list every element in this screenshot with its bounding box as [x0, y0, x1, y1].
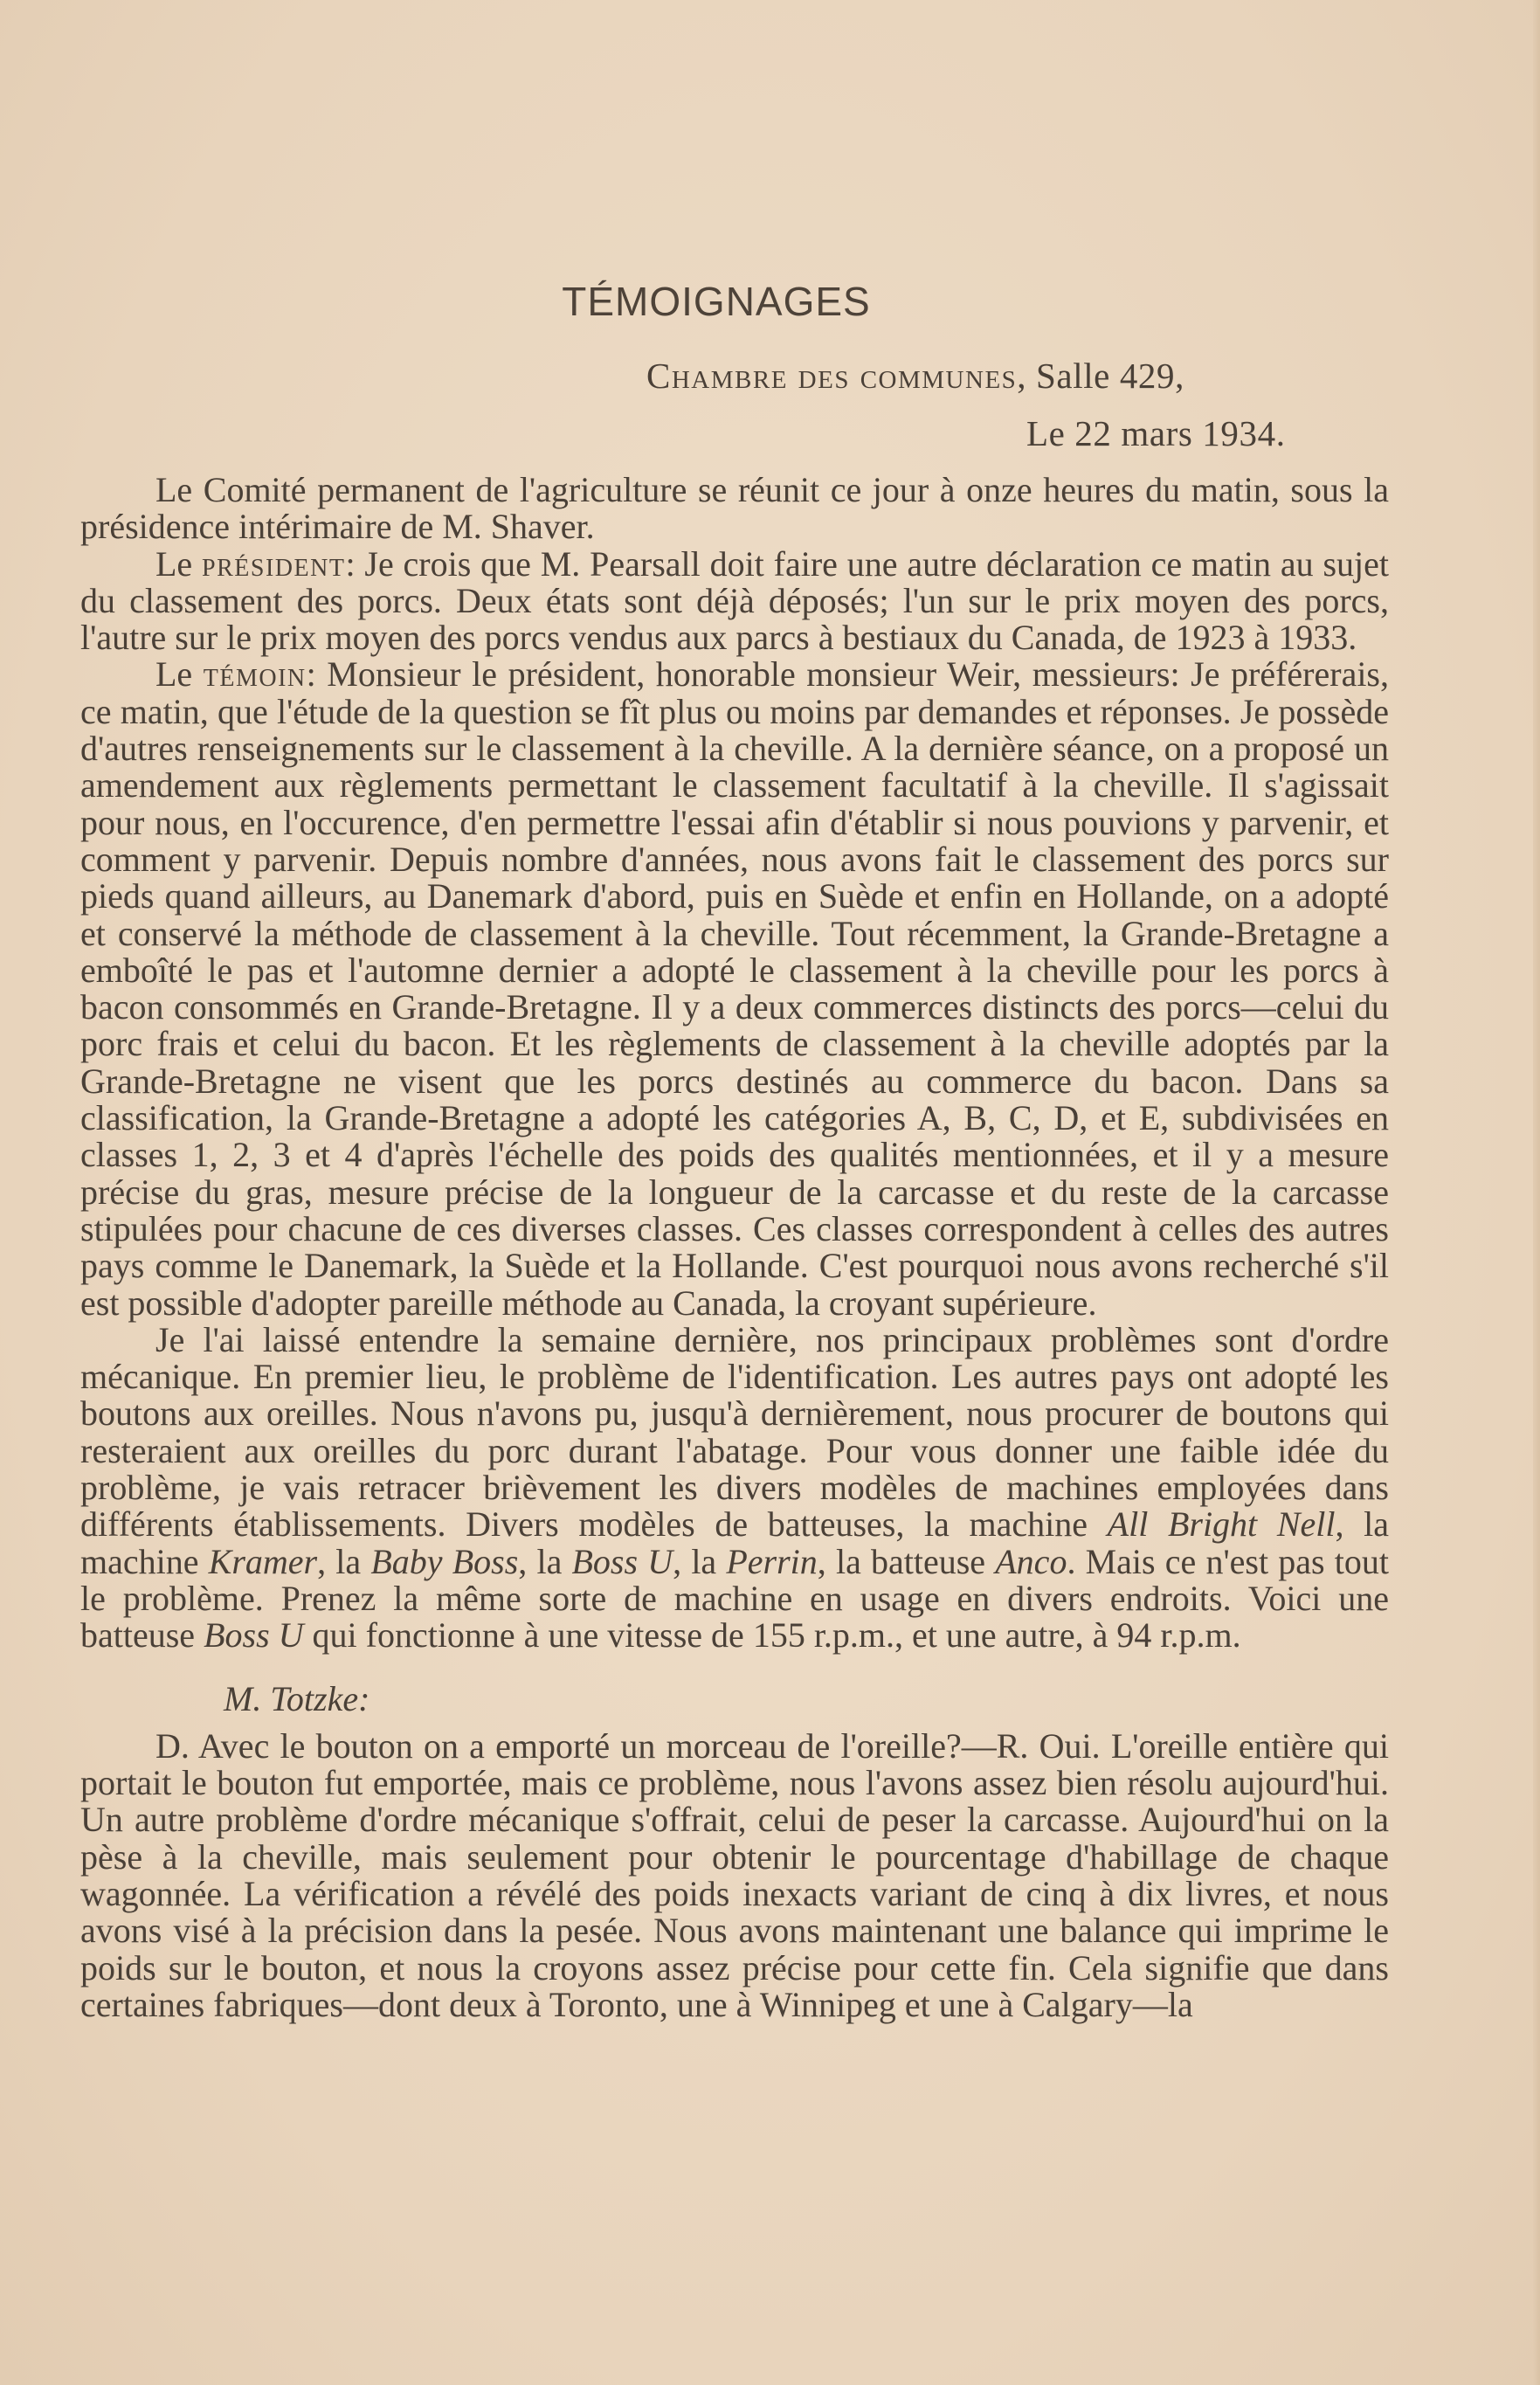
text-run: , la	[317, 1541, 371, 1581]
body-text	[80, 472, 1389, 2023]
machine-name: Baby Boss	[370, 1541, 519, 1581]
president-text: : Je crois que M. Pearsall doit faire une autre déclaration ce matin au sujet du classement des porcs. Deux états sont déjà déposés; l'un sur le prix moyen des porcs, l'autre sur le prix moyen des porcs vendus aux parcs à bestiaux du Canada, de 1923 à 1933.	[80, 543, 1390, 658]
speaker-label: témoin	[203, 654, 307, 695]
date-line: Le 22 mars 1934.	[1026, 413, 1286, 453]
machines-paragraph	[80, 1319, 1390, 1656]
chamber-name: Chambre des communes	[646, 356, 1018, 396]
machine-name: Boss U	[571, 1541, 673, 1581]
text-run: , la machine	[80, 1504, 1389, 1581]
opening-paragraph: Le Comité permanent de l'agriculture se réunit ce jour à onze heures du matin, sous la présidence intérimaire de M. Shaver.	[80, 470, 1389, 547]
president-paragraph	[80, 543, 1390, 658]
speaker-prefix: Le	[155, 543, 203, 584]
text-run: qui fonctionne à une vitesse de 155 r.p.m., et une autre, à 94 r.p.m.	[303, 1615, 1241, 1656]
page-title: TÉMOIGNAGES	[562, 279, 871, 324]
question-paragraph: D. Avec le bouton on a emporté un morceau de l'oreille?—R. Oui. L'oreille entière qui portait le bouton fut emportée, mais ce problème, nous l'avons assez bien résolu aujourd'hui. Un autre problème d'ordre mécanique s'offrait, celui de peser la carcasse. Aujourd'hui on la pèse à la cheville, mais seulement pour obtenir le pourcentage d'habillage de chaque wagonnée. La vérification a révélé des poids inexacts variant de cinq à dix livres, et nous avons visé à la précision dans la pesée. Nous avons maintenant une balance qui imprime le poids sur le bouton, et nous la croyons assez précise pour cette fin. Cela signifie que dans certaines fabriques—dont deux à Toronto, une à Winnipeg et une à Calgary—la	[80, 1725, 1389, 2024]
machine-name: Anco	[995, 1541, 1067, 1581]
witness-paragraph	[80, 656, 1389, 1321]
text-run: . Mais ce n'est pas tout le problème. Prenez la même sorte de machine en usage en divers endroits. Voici une batteuse	[80, 1541, 1390, 1656]
machine-name: Kramer	[208, 1541, 318, 1581]
room-number: , Salle 429,	[1017, 356, 1184, 396]
speaker-prefix: Le	[155, 654, 204, 695]
location-line	[646, 355, 1184, 397]
page-edge	[1533, 0, 1540, 2385]
totzke-speaker: M. Totzke:	[224, 1678, 370, 1718]
machine-name: Boss U	[204, 1615, 304, 1656]
text-run: Je l'ai laissé entendre la semaine dernière, nos principaux problèmes sont d'ordre mécanique. En premier lieu, le problème de l'identification. Les autres pays ont adopté les boutons aux oreilles. Nous n'avons pu, jusqu'à dernièrement, nous procurer de boutons qui resteraient aux oreilles du porc durant l'abatage. Pour vous donner une faible idée du problème, je vais retracer brièvement les divers modèles de machines employées dans différents établissements. Divers modèles de batteuses, la machine	[80, 1319, 1389, 1545]
machine-name: Perrin	[726, 1541, 818, 1581]
text-run: , la	[673, 1541, 727, 1581]
machine-name: All Bright Nell	[1107, 1504, 1336, 1545]
text-run: , la	[518, 1541, 572, 1581]
speaker-label: président	[202, 543, 346, 584]
text-run: , la batteuse	[817, 1541, 996, 1581]
witness-text: : Monsieur le président, honorable monsieur Weir, messieurs: Je préférerais, ce matin, que l'étude de la question se fît plus ou moins par demandes et réponses. Je possède d'autres renseignements sur le classement à la cheville. A la dernière séance, on a proposé un amendement aux règlements permettant le classement facultatif à la cheville. Il s'agissait pour nous, en l'occurence, d'en permettre l'essai afin d'établir si nous pouvions y parvenir, et comment y parvenir. Depuis nombre d'années, nous avons fait le classement des porcs sur pieds quand ailleurs, au Danemark d'abord, puis en Suède et enfin en Hollande, on a adopté et conservé la méthode de classement à la cheville. Tout récemment, la Grande-Bretagne a emboîté le pas et l'automne dernier a adopté le classement à la cheville pour les porcs à bacon consommés en Grande-Bretagne. Il y a deux commerces distincts des porcs—celui du porc frais et celui du bacon. Et les règlements de classement à la cheville adoptés par la Grande-Bretagne ne visent que les porcs destinés au commerce du bacon. Dans sa classification, la Grande-Bretagne a adopté les catégories A, B, C, D, et E, subdivisées en classes 1, 2, 3 et 4 d'après l'échelle des poids des qualités mentionnées, et il y a mesure précise du gras, mesure précise de la longueur de la carcasse et du reste de la carcasse stipulées pour chacune de ces diverses classes. Ces classes correspondent à celles des autres pays comme le Danemark, la Suède et la Hollande. C'est pourquoi nous avons recherché s'il est possible d'adopter pareille méthode au Canada, la croyant supérieure.	[80, 654, 1389, 1323]
